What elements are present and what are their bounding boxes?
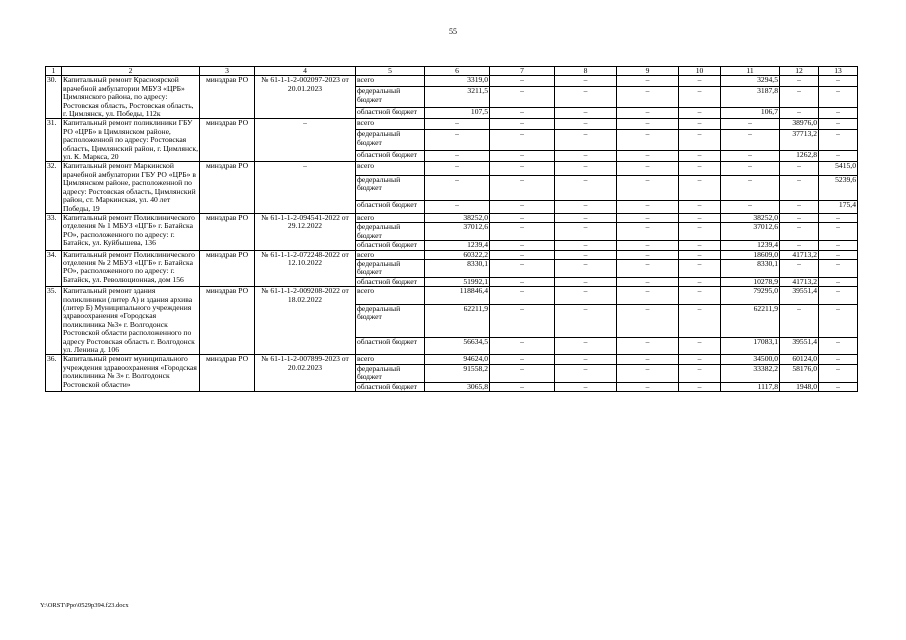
amount-cell: – xyxy=(819,76,858,87)
amount-cell: 37012,6 xyxy=(425,223,490,241)
amount-cell: – xyxy=(617,277,679,286)
expertise-document: № 61-1-1-2-007899-2023 от 20.02.2023 xyxy=(255,355,356,392)
amount-cell: – xyxy=(780,175,819,200)
amount-cell: – xyxy=(555,213,617,222)
amount-cell: – xyxy=(780,162,819,175)
funding-source: федеральный бюджет xyxy=(356,87,425,108)
amount-cell: 18609,0 xyxy=(721,250,780,259)
amount-cell: – xyxy=(555,241,617,250)
amount-cell: – xyxy=(819,108,858,119)
amount-cell: 5415,0 xyxy=(819,162,858,175)
row-number: 34. xyxy=(46,250,62,287)
amount-cell: – xyxy=(819,119,858,130)
amount-cell: – xyxy=(679,200,721,213)
amount-cell: – xyxy=(721,151,780,162)
row-number: 30. xyxy=(46,76,62,119)
row-number: 31. xyxy=(46,119,62,162)
amount-cell: – xyxy=(819,304,858,337)
amount-cell: – xyxy=(721,119,780,130)
amount-cell: 58176,0 xyxy=(780,364,819,382)
amount-cell: – xyxy=(679,259,721,277)
amount-cell: 37713,2 xyxy=(780,130,819,151)
table-row xyxy=(46,287,858,305)
amount-cell: 1117,8 xyxy=(721,382,780,391)
amount-cell: – xyxy=(819,241,858,250)
amount-cell: – xyxy=(490,162,555,175)
amount-cell: 8330,1 xyxy=(425,259,490,277)
row-number: 32. xyxy=(46,162,62,213)
column-number: 9 xyxy=(617,67,679,76)
amount-cell: – xyxy=(780,304,819,337)
amount-cell: – xyxy=(617,223,679,241)
file-path-footer: Y:\ORST\Ppo\0529p394.f23.docx xyxy=(40,602,129,609)
amount-cell: – xyxy=(555,200,617,213)
amount-cell: – xyxy=(721,200,780,213)
amount-cell: – xyxy=(425,119,490,130)
amount-cell: 1948,0 xyxy=(780,382,819,391)
amount-cell: – xyxy=(617,213,679,222)
amount-cell: – xyxy=(679,364,721,382)
amount-cell: 56634,5 xyxy=(425,337,490,355)
amount-cell: – xyxy=(490,151,555,162)
amount-cell: – xyxy=(679,287,721,305)
amount-cell: – xyxy=(490,130,555,151)
expertise-document: № 61-1-1-2-072248-2022 от 12.10.2022 xyxy=(255,250,356,287)
amount-cell: – xyxy=(490,259,555,277)
funding-source: всего xyxy=(356,213,425,222)
amount-cell: – xyxy=(780,200,819,213)
amount-cell: – xyxy=(425,151,490,162)
amount-cell: – xyxy=(617,87,679,108)
executor: минздрав РО xyxy=(200,119,255,162)
funding-source: федеральный бюджет xyxy=(356,175,425,200)
amount-cell: 41713,2 xyxy=(780,277,819,286)
funding-source: федеральный бюджет xyxy=(356,130,425,151)
amount-cell: – xyxy=(617,259,679,277)
amount-cell: 3211,5 xyxy=(425,87,490,108)
amount-cell: – xyxy=(555,223,617,241)
amount-cell: – xyxy=(819,213,858,222)
amount-cell: 91558,2 xyxy=(425,364,490,382)
amount-cell: – xyxy=(555,337,617,355)
funding-source: всего xyxy=(356,287,425,305)
funding-source: федеральный бюджет xyxy=(356,223,425,241)
amount-cell: – xyxy=(555,355,617,364)
amount-cell: – xyxy=(679,213,721,222)
amount-cell: – xyxy=(679,250,721,259)
amount-cell: – xyxy=(617,250,679,259)
column-number: 8 xyxy=(555,67,617,76)
expertise-document: № 61-1-1-2-094541-2022 от 29.12.2022 xyxy=(255,213,356,250)
amount-cell: – xyxy=(819,355,858,364)
amount-cell: 39551,4 xyxy=(780,287,819,305)
amount-cell: 17083,1 xyxy=(721,337,780,355)
amount-cell: 60124,0 xyxy=(780,355,819,364)
column-number-row xyxy=(46,67,858,76)
executor: минздрав РО xyxy=(200,213,255,250)
amount-cell: – xyxy=(819,382,858,391)
amount-cell: 39551,4 xyxy=(780,337,819,355)
funding-source: федеральный бюджет xyxy=(356,304,425,337)
table-row xyxy=(46,119,858,130)
column-number: 11 xyxy=(721,67,780,76)
expertise-document: – xyxy=(255,162,356,213)
amount-cell: – xyxy=(819,250,858,259)
amount-cell: – xyxy=(555,250,617,259)
amount-cell: – xyxy=(490,382,555,391)
column-number: 5 xyxy=(356,67,425,76)
amount-cell: – xyxy=(617,76,679,87)
expertise-document: № 61-1-1-2-009208-2022 от 18.02.2022 xyxy=(255,287,356,355)
amount-cell: – xyxy=(721,162,780,175)
object-name: Капитальный ремонт Поликлинического отделения № 1 МБУЗ «ЦГБ» г. Батайска РО», расположенного по адресу: г. Батайск, ул. Куйбышева, 136 xyxy=(62,213,200,250)
amount-cell: – xyxy=(819,87,858,108)
amount-cell: 51992,1 xyxy=(425,277,490,286)
amount-cell: – xyxy=(490,287,555,305)
amount-cell: – xyxy=(679,241,721,250)
amount-cell: – xyxy=(679,355,721,364)
amount-cell: – xyxy=(555,364,617,382)
amount-cell: – xyxy=(679,337,721,355)
amount-cell: – xyxy=(819,259,858,277)
amount-cell: – xyxy=(617,175,679,200)
amount-cell: – xyxy=(679,304,721,337)
amount-cell: 3187,8 xyxy=(721,87,780,108)
amount-cell: 1239,4 xyxy=(425,241,490,250)
column-number: 4 xyxy=(255,67,356,76)
amount-cell: 107,5 xyxy=(425,108,490,119)
column-number: 3 xyxy=(200,67,255,76)
executor: минздрав РО xyxy=(200,162,255,213)
executor: минздрав РО xyxy=(200,250,255,287)
amount-cell: – xyxy=(425,175,490,200)
amount-cell: 34500,0 xyxy=(721,355,780,364)
funding-source: федеральный бюджет xyxy=(356,259,425,277)
column-number: 10 xyxy=(679,67,721,76)
amount-cell: – xyxy=(555,382,617,391)
table-row xyxy=(46,213,858,222)
amount-cell: – xyxy=(617,364,679,382)
amount-cell: – xyxy=(780,213,819,222)
amount-cell: 37012,6 xyxy=(721,223,780,241)
amount-cell: – xyxy=(490,200,555,213)
amount-cell: – xyxy=(490,304,555,337)
object-name: Капитальный ремонт Поликлинического отделения № 2 МБУЗ «ЦГБ» г. Батайска РО», расположенного по адресу: г. Батайск, ул. Революционная, дом 156 xyxy=(62,250,200,287)
table-row xyxy=(46,76,858,87)
executor: минздрав РО xyxy=(200,355,255,392)
amount-cell: – xyxy=(490,213,555,222)
amount-cell: – xyxy=(555,76,617,87)
amount-cell: – xyxy=(679,87,721,108)
amount-cell: 118846,4 xyxy=(425,287,490,305)
amount-cell: 33382,2 xyxy=(721,364,780,382)
funding-source: всего xyxy=(356,162,425,175)
amount-cell: – xyxy=(555,87,617,108)
amount-cell: – xyxy=(617,151,679,162)
amount-cell: – xyxy=(555,277,617,286)
amount-cell: 3294,5 xyxy=(721,76,780,87)
amount-cell: 38976,0 xyxy=(780,119,819,130)
amount-cell: – xyxy=(555,130,617,151)
amount-cell: 3319,0 xyxy=(425,76,490,87)
object-name: Капитальный ремонт муниципального учреждения здравоохранения «Городская поликлиника № 3» г. Волгодонск Ростовской области» xyxy=(62,355,200,392)
table-row xyxy=(46,355,858,364)
column-number: 2 xyxy=(62,67,200,76)
amount-cell: – xyxy=(617,162,679,175)
column-number: 13 xyxy=(819,67,858,76)
amount-cell: – xyxy=(819,130,858,151)
funding-source: всего xyxy=(356,250,425,259)
funding-source: областной бюджет xyxy=(356,241,425,250)
amount-cell: – xyxy=(780,87,819,108)
amount-cell: – xyxy=(679,130,721,151)
funding-source: всего xyxy=(356,355,425,364)
amount-cell: 79295,0 xyxy=(721,287,780,305)
amount-cell: – xyxy=(679,175,721,200)
amount-cell: – xyxy=(679,119,721,130)
funding-source: областной бюджет xyxy=(356,200,425,213)
amount-cell: – xyxy=(679,108,721,119)
amount-cell: – xyxy=(617,241,679,250)
amount-cell: – xyxy=(780,259,819,277)
amount-cell: 62211,9 xyxy=(721,304,780,337)
amount-cell: – xyxy=(679,162,721,175)
amount-cell: – xyxy=(490,355,555,364)
amount-cell: – xyxy=(679,76,721,87)
column-number: 1 xyxy=(46,67,62,76)
amount-cell: – xyxy=(490,277,555,286)
object-name: Капитальный ремонт поликлиники ГБУ РО «ЦРБ» в Цимлянском районе, расположенной по адресу: Ростовская область, Цимлянский район, г. Цимлянск, ул. К. Маркса, 20 xyxy=(63,118,198,162)
amount-cell: – xyxy=(490,119,555,130)
amount-cell: – xyxy=(555,162,617,175)
amount-cell: – xyxy=(490,241,555,250)
amount-cell: – xyxy=(819,223,858,241)
amount-cell: – xyxy=(555,119,617,130)
expertise-document: – xyxy=(255,119,356,162)
funding-source: областной бюджет xyxy=(356,382,425,391)
amount-cell: – xyxy=(490,337,555,355)
amount-cell: – xyxy=(617,200,679,213)
amount-cell: – xyxy=(679,151,721,162)
budget-table xyxy=(45,66,858,392)
amount-cell: 1262,8 xyxy=(780,151,819,162)
amount-cell: – xyxy=(490,364,555,382)
amount-cell: – xyxy=(555,175,617,200)
amount-cell: 41713,2 xyxy=(780,250,819,259)
amount-cell: – xyxy=(780,241,819,250)
page-number: 55 xyxy=(449,27,457,36)
amount-cell: – xyxy=(617,382,679,391)
object-name: Капитальный ремонт Маркинской врачебной амбулатории ГБУ РО «ЦРБ» в Цимлянском районе, расположенной по адресу: Ростовская область, Цимлянский район, ст. Маркинская, ул. 40 лет Победы, 19 xyxy=(62,162,200,213)
funding-source: всего xyxy=(356,76,425,87)
amount-cell: – xyxy=(425,200,490,213)
row-number: 33. xyxy=(46,213,62,250)
amount-cell: – xyxy=(780,108,819,119)
amount-cell: – xyxy=(425,130,490,151)
executor: минздрав РО xyxy=(200,287,255,355)
amount-cell: 38252,0 xyxy=(425,213,490,222)
amount-cell: – xyxy=(617,119,679,130)
funding-source: областной бюджет xyxy=(356,151,425,162)
funding-source: областной бюджет xyxy=(356,277,425,286)
amount-cell: 3065,8 xyxy=(425,382,490,391)
amount-cell: 94624,0 xyxy=(425,355,490,364)
amount-cell: – xyxy=(490,250,555,259)
amount-cell: – xyxy=(617,337,679,355)
amount-cell: – xyxy=(425,162,490,175)
amount-cell: – xyxy=(617,108,679,119)
column-number: 12 xyxy=(780,67,819,76)
amount-cell: – xyxy=(819,287,858,305)
expertise-document: № 61-1-1-2-002097-2023 от 20.01.2023 xyxy=(255,76,356,119)
amount-cell: 106,7 xyxy=(721,108,780,119)
amount-cell: – xyxy=(780,76,819,87)
amount-cell: 60322,2 xyxy=(425,250,490,259)
table-row xyxy=(46,162,858,175)
amount-cell: – xyxy=(490,87,555,108)
amount-cell: – xyxy=(555,259,617,277)
amount-cell: 175,4 xyxy=(819,200,858,213)
amount-cell: – xyxy=(721,130,780,151)
row-number: 35. xyxy=(46,287,62,355)
amount-cell: – xyxy=(819,151,858,162)
amount-cell: – xyxy=(819,364,858,382)
amount-cell: – xyxy=(555,287,617,305)
amount-cell: – xyxy=(721,175,780,200)
amount-cell: – xyxy=(490,223,555,241)
amount-cell: – xyxy=(819,337,858,355)
amount-cell: – xyxy=(490,108,555,119)
column-number: 7 xyxy=(490,67,555,76)
table-row xyxy=(46,250,858,259)
amount-cell: – xyxy=(617,287,679,305)
funding-source: областной бюджет xyxy=(356,108,425,119)
funding-source: областной бюджет xyxy=(356,337,425,355)
amount-cell: 62211,9 xyxy=(425,304,490,337)
column-number: 6 xyxy=(425,67,490,76)
funding-source: федеральный бюджет xyxy=(356,364,425,382)
amount-cell: 10278,9 xyxy=(721,277,780,286)
amount-cell: – xyxy=(780,223,819,241)
amount-cell: – xyxy=(617,355,679,364)
amount-cell: 8330,1 xyxy=(721,259,780,277)
amount-cell: 5239,6 xyxy=(819,175,858,200)
amount-cell: – xyxy=(555,304,617,337)
executor: минздрав РО xyxy=(200,76,255,119)
amount-cell: 1239,4 xyxy=(721,241,780,250)
amount-cell: – xyxy=(679,277,721,286)
amount-cell: – xyxy=(679,382,721,391)
funding-source: всего xyxy=(356,119,425,130)
amount-cell: – xyxy=(555,108,617,119)
amount-cell: – xyxy=(617,130,679,151)
amount-cell: – xyxy=(555,151,617,162)
row-number: 36. xyxy=(46,355,62,392)
object-name: Капитальный ремонт здания поликлиники (литер А) и здания архива (литер Б) Муниципального учреждения здравоохранения «Городская поликлиника №3» г. Волгодонск Ростовской области расположенного по адресу Ростовская область г. Волгодонск ул. Ленина д. 106 xyxy=(62,287,200,355)
object-name: Капитальный ремонт Красноярской врачебной амбулатории МБУЗ «ЦРБ» Цимлянского района, по адресу: Ростовская область, Ростовская область, г. Цимлянск, ул. Победы, 112к xyxy=(62,76,200,119)
amount-cell: – xyxy=(819,277,858,286)
amount-cell: – xyxy=(490,76,555,87)
amount-cell: – xyxy=(679,223,721,241)
amount-cell: – xyxy=(617,304,679,337)
amount-cell: – xyxy=(490,175,555,200)
amount-cell: 38252,0 xyxy=(721,213,780,222)
